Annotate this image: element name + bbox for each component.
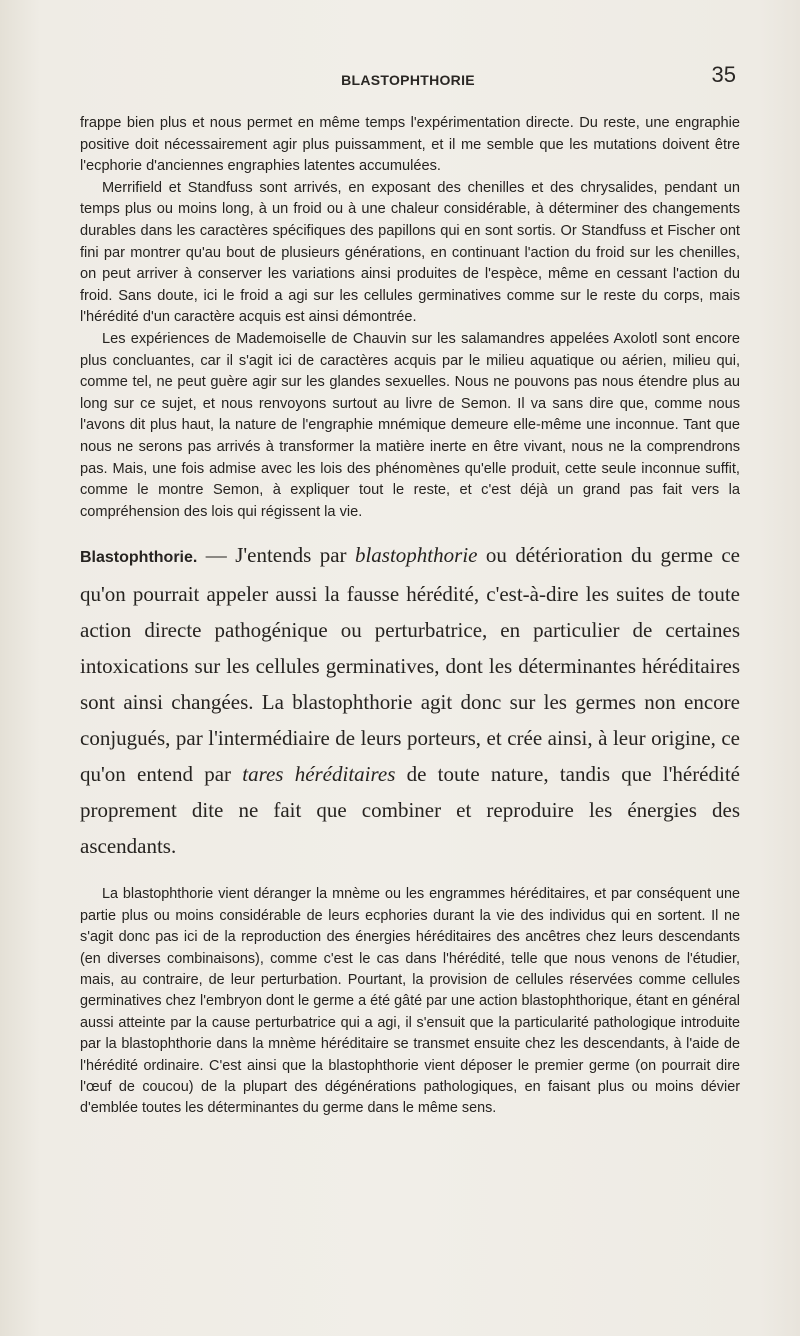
page-header bbox=[80, 62, 736, 92]
body-text bbox=[80, 113, 740, 1120]
paragraph-continuation: frappe bien plus et nous permet en même temps l'expérimentation directe. Du reste, une engraphie positive doit nécessairement agir plus puissamment, et il me semble que les mutations doivent être l'ecphorie d'anciennes engraphies latentes accumulées. bbox=[80, 115, 740, 175]
paragraph-definition bbox=[80, 537, 740, 864]
definition-text-c: de toute nature, tandis que l'hérédité proprement dite ne fait que combiner et reproduire les énergies des ascendants. bbox=[80, 762, 740, 859]
definition-text-b: ou détérioration du germe ce qu'on pourrait appeler aussi la fausse hérédité, c'est-à-dire les suites de toute action directe pathogénique ou perturbatrice, en particulier de certaines intoxications sur les cellules germinatives, dont les déterminantes héréditaires sont ainsi changées. La blastophthorie agit donc sur les germes non encore conjugués, par l'intermédiaire de leurs porteurs, et crée ainsi, à leur origine, ce qu'on entend par bbox=[80, 543, 740, 787]
definition-text-a: — J'entends par bbox=[197, 543, 355, 568]
paragraph-merrifield: Merrifield et Standfuss sont arrivés, en exposant des chenilles et des chrysalides, pendant un temps plus ou moins long, à un froid ou à une chaleur considérable, à déterminer des changements durables dans les caractères spécifiques des papillons qui en sont sortis. Or Standfuss et Fischer ont fini par montrer qu'au bout de plusieurs générations, en continuant l'action du froid sur les chenilles, on peut arriver à conserver les variations ainsi produites de l'espèce, même en cessant l'action du froid. Sans doute, ici le froid a agi sur les cellules germinatives comme sur le reste du corps, mais l'hérédité d'un caractère acquis est ainsi démontrée. bbox=[80, 179, 740, 326]
paragraph-chauvin: Les expériences de Mademoiselle de Chauvin sur les salamandres appelées Axolotl sont encore plus concluantes, car il s'agit ici de caractères acquis par le milieu aquatique ou aérien, milieu qui, comme tel, ne peut guère agir sur les glandes sexuelles. Nous ne pouvons pas nous étendre plus au long sur ce sujet, et nous renvoyons surtout au livre de Semon. Il va sans dire que, comme nous l'avons dit plus haut, la nature de l'engraphie mnémique demeure elle-même une inconnue. Tant que nous ne serons pas arrivés à transformer la matière inerte en être vivant, nous ne la comprendrons pas. Mais, une fois admise avec les lois des phénomènes qu'elle produit, cette seule inconnue suffit, comme le montre Semon, à expliquer tout le reste, et c'est déjà un grand pas fait vers la compréhension des lois qui régissent la vie. bbox=[80, 330, 740, 520]
definition-term-tares: tares héréditaires bbox=[242, 762, 396, 787]
page-number: 35 bbox=[711, 62, 736, 87]
definition-term: blastophthorie bbox=[354, 543, 478, 568]
running-title: BLASTOPHTHORIE bbox=[341, 72, 475, 88]
paragraph-mneme: La blastophthorie vient déranger la mnème ou les engrammes héréditaires, et par conséquent une partie plus ou moins considérable de leurs ecphories durant la vie des individus qui en sortent. Il ne s'agit donc pas ici de la reproduction des énergies héréditaires des ancêtres chez leurs descendants (en diverses combinaisons), comme c'est le cas dans l'hérédité, telle que nous venons de l'étudier, mais, au contraire, de leur perturbation. Pourtant, la provision de cellules réservées comme cellules germinatives chez l'embryon dont le germe a été gâté par une action blastophthorique, étant en général aussi atteinte par la cause perturbatrice qui a agi, il s'ensuit que la particularité pathologique introduite par la blastophthorie dans la mnème héréditaire se transmet ensuite chez les descendants, à l'aide de l'hérédité ordinaire. C'est ainsi que la blastophthorie vient déposer le premier germe (on pourrait dire l'œuf de coucou) de la plupart des dégénérations pathologiques, en faisant plus ou moins dévier d'emblée toutes les déterminantes du germe dans le même sens. bbox=[80, 886, 740, 1117]
section-heading: Blastophthorie. bbox=[80, 549, 198, 567]
